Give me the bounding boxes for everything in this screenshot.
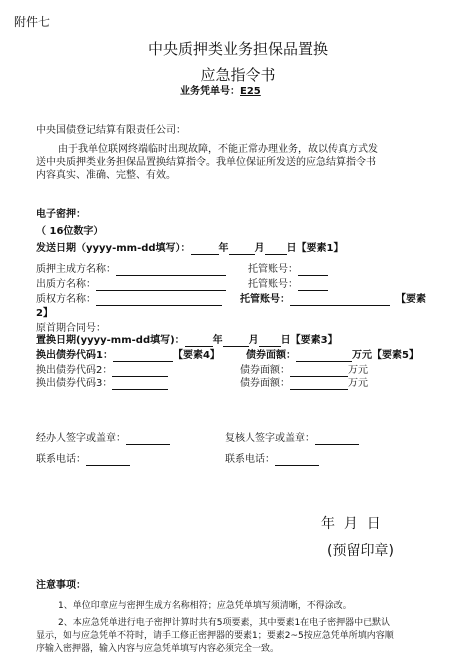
year-label: 年 [212, 335, 223, 346]
note-2-line-1: 2、本应急凭单进行电子密押计算时共有5项要素，其中要素1在电子密押器中已默认 [58, 618, 391, 628]
custody-field-1[interactable] [298, 265, 328, 276]
face-value-3-row [240, 378, 368, 390]
pledgee-name-field[interactable] [96, 295, 222, 306]
send-month-field[interactable] [229, 244, 255, 255]
element-5-tag: 【要素5】 [372, 350, 419, 361]
out-bond-2-field[interactable] [112, 366, 168, 377]
out-bond-1-row [36, 350, 220, 362]
unit-label-3: 万元 [348, 378, 368, 389]
day-label: 日 [286, 243, 297, 254]
month-label: 月 [248, 335, 259, 346]
swap-date-row [36, 335, 338, 347]
voucher-number-row [180, 86, 261, 98]
custody-label-3: 托管账号： [240, 294, 290, 305]
send-date-row [36, 243, 344, 255]
out-bond-2-row [36, 365, 168, 377]
handler-sign-label: 经办人签字或盖章： [36, 433, 126, 444]
reviewer-sign-field[interactable] [315, 434, 359, 445]
reserved-seal: (预留印章) [327, 543, 394, 559]
phone-label-2: 联系电话： [225, 454, 275, 465]
custody-field-3[interactable] [290, 295, 390, 306]
attachment-label: 附件七 [14, 15, 51, 29]
unit-label: 万元 [352, 350, 372, 361]
element-2-tag: 【要素 [396, 294, 426, 305]
face-value-label: 债券面额： [246, 350, 296, 361]
document-title: 中央质押类业务担保品置换 [147, 40, 328, 58]
intro-line-3: 内容真实、准确、完整、有效。 [36, 170, 176, 181]
element-1-tag: 【要素1】 [296, 243, 344, 254]
swap-month-field[interactable] [223, 336, 249, 347]
phone-row-2 [225, 454, 319, 466]
face-value-3-label: 债券面额： [240, 378, 290, 389]
face-value-field[interactable] [296, 351, 352, 362]
intro-line-2: 送中央质押类业务担保品置换结算指令。我单位保证所发送的应急结算指令书 [36, 157, 376, 168]
document-subtitle: 应急指令书 [200, 66, 276, 84]
phone-field-1[interactable] [86, 455, 130, 466]
notes-title: 注意事项： [36, 580, 86, 591]
esign-digits: （ 16位数字） [36, 226, 104, 237]
send-day-field[interactable] [265, 244, 287, 255]
day-label: 日 [280, 335, 291, 346]
custody-row-3 [240, 294, 426, 306]
unit-label-2: 万元 [348, 365, 368, 376]
note-2-line-2: 显示，如与应急凭单不符时，请手工修正密押器的要素1；要素2~5按应急凭单所填内容顺 [36, 631, 394, 641]
custody-row-1 [248, 264, 328, 276]
pledgor-name-row [36, 264, 226, 276]
voucher-label: 业务凭单号： [180, 86, 240, 97]
note-2-line-3: 序输入密押器，输入内容与应急凭单填写内容必须完全一致。 [36, 644, 280, 654]
pledgee-name-row [36, 294, 222, 306]
element-4-tag: 【要素4】 [172, 350, 220, 361]
phone-field-2[interactable] [275, 455, 319, 466]
reviewer-sign-row [225, 433, 359, 445]
esign-label: 电子密押： [36, 209, 86, 220]
out-bond-3-field[interactable] [112, 379, 168, 390]
element-2-tag-end: 2】 [36, 308, 53, 319]
swap-date-label: 置换日期(yyyy-mm-dd填写)： [36, 335, 185, 346]
send-year-field[interactable] [191, 244, 219, 255]
swap-year-field[interactable] [185, 336, 213, 347]
swap-day-field[interactable] [259, 336, 281, 347]
pledgor-name-label: 质押主成方名称： [36, 264, 116, 275]
face-value-2-row [240, 365, 368, 377]
phone-row-1 [36, 454, 130, 466]
outgoing-name-field[interactable] [96, 280, 226, 291]
year-label: 年 [218, 243, 229, 254]
month-label: 月 [254, 243, 265, 254]
custody-label-1: 托管账号： [248, 264, 298, 275]
out-bond-3-label: 换出债券代码3： [36, 378, 113, 389]
voucher-number: E25 [240, 86, 261, 97]
outgoing-name-row [36, 279, 226, 291]
handler-sign-field[interactable] [126, 434, 170, 445]
reviewer-sign-label: 复核人签字或盖章： [225, 433, 315, 444]
contract-label: 原首期合同号： [36, 323, 106, 334]
out-bond-3-row [36, 378, 168, 390]
note-1: 1、单位印章应与密押生成方名称相符；应急凭单填写须清晰，不得涂改。 [58, 601, 352, 611]
date-ymd: 年 月 日 [321, 516, 381, 532]
addressee: 中央国债登记结算有限责任公司： [36, 125, 186, 136]
out-bond-1-field[interactable] [113, 351, 173, 362]
pledgor-name-field[interactable] [116, 265, 226, 276]
out-bond-2-label: 换出债券代码2： [36, 365, 113, 376]
intro-line-1: 由于我单位联网终端临时出现故障，不能正常办理业务，故以传真方式发 [58, 144, 378, 155]
send-date-label: 发送日期（yyyy-mm-dd填写）： [36, 243, 191, 254]
handler-sign-row [36, 433, 170, 445]
face-value-2-label: 债券面额： [240, 365, 290, 376]
face-value-3-field[interactable] [290, 379, 348, 390]
out-bond-1-label: 换出债券代码1： [36, 350, 113, 361]
custody-field-2[interactable] [298, 280, 328, 291]
face-value-row [246, 350, 419, 362]
pledgee-name-label: 质权方名称： [36, 294, 96, 305]
face-value-2-field[interactable] [290, 366, 348, 377]
outgoing-name-label: 出质方名称： [36, 279, 96, 290]
custody-row-2 [248, 279, 328, 291]
element-3-tag: 【要素3】 [290, 335, 338, 346]
custody-label-2: 托管账号： [248, 279, 298, 290]
phone-label-1: 联系电话： [36, 454, 86, 465]
